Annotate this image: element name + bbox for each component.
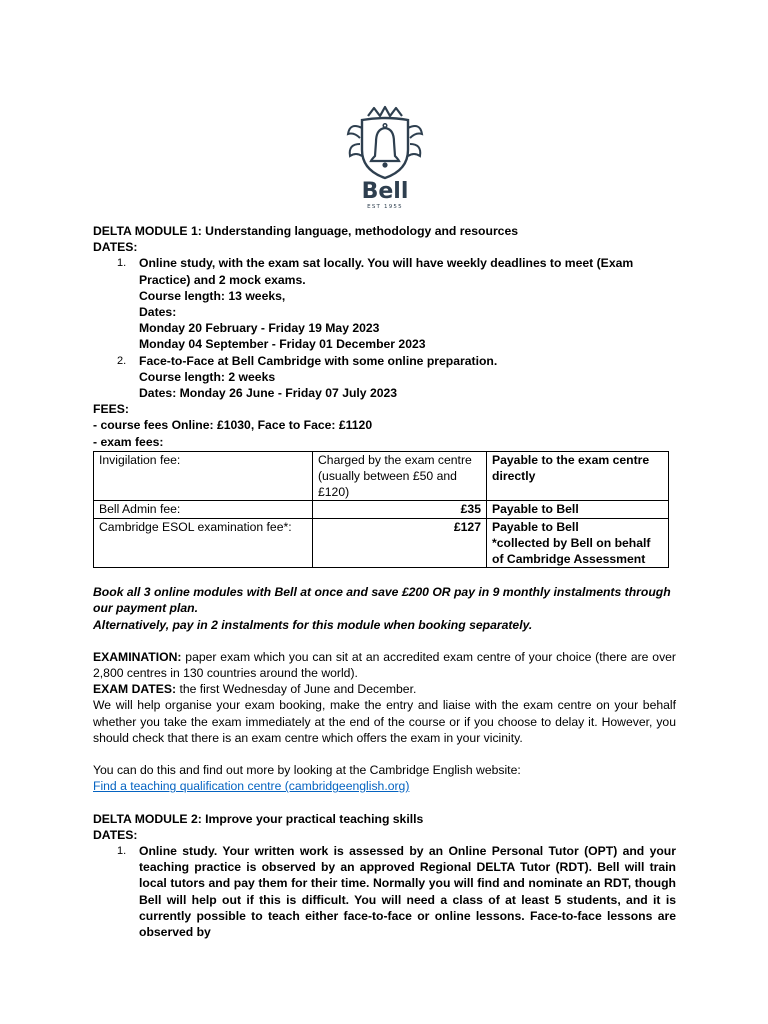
cambridge-centre-link[interactable]: Find a teaching qualification centre (cambridgeenglish.org) <box>93 779 410 794</box>
document-body <box>93 223 676 940</box>
module2-heading: DELTA MODULE 2: Improve your practical teaching skills <box>93 811 424 826</box>
list-item <box>93 255 676 352</box>
table-cell: Bell Admin fee: <box>94 501 313 518</box>
item-text: . Your written work is assessed by an Online Personal Tutor (OPT) and your teaching practice is observed by an approved Regional DELTA Tutor (RDT). Bell will train local tutors and pay them for their time. Normally you will find and nominate an RDT, though Bell will help out if this is difficult. You will need a class of at least 5 students, and it is currently possible to teach either face-to-face or online lessons. Face-to-face lessons are observed by <box>139 843 676 939</box>
dates-label: Dates: <box>139 305 177 320</box>
exam-dates-paragraph <box>93 681 676 697</box>
table-cell: Charged by the exam centre (usually between £50 and £120) <box>313 451 487 501</box>
list-item <box>93 353 676 402</box>
cell-line: *collected by Bell on behalf of Cambridge Assessment <box>492 535 651 567</box>
date-range: Monday 04 September - Friday 01 December 2023 <box>139 337 426 352</box>
table-cell: Payable to Bell <box>487 501 669 518</box>
find-out-text: You can do this and find out more by looking at the Cambridge English website: <box>93 763 521 778</box>
item-bold: Online study <box>139 843 214 858</box>
table-cell: Invigilation fee: <box>94 451 313 501</box>
module1-heading: DELTA MODULE 1: Understanding language, methodology and resources <box>93 224 519 238</box>
exam-dates-text: the first Wednesday of June and December. <box>176 682 417 697</box>
course-fees: - course fees Online: £1030, Face to Face: £1120 <box>93 418 373 433</box>
help-paragraph: We will help organise your exam booking, make the entry and liaise with the exam centre on your behalf whether you take the exam immediately at the end of the course or if you choose to delay it. However, you should check that there is an exam centre which offers the exam in your vicinity. <box>93 698 676 745</box>
table-row <box>94 501 669 518</box>
table-cell: £127 <box>313 518 487 568</box>
table-cell: Payable to the exam centre directly <box>487 451 669 501</box>
table-row <box>94 518 669 568</box>
module1-list <box>93 255 676 401</box>
examination-paragraph <box>93 649 676 681</box>
item-text: Practice) and 2 mock exams. <box>139 272 306 287</box>
exam-fees-table <box>93 451 669 568</box>
table-cell: £35 <box>313 501 487 518</box>
examination-label: EXAMINATION: <box>93 649 182 664</box>
fees-label: FEES: <box>93 402 129 417</box>
item-bold: Online study <box>139 256 212 271</box>
list-number: 1. <box>117 844 127 857</box>
logo-est: EST 1955 <box>367 204 403 210</box>
bell-logo <box>330 104 440 210</box>
date-range: Monday 20 February - Friday 19 May 2023 <box>139 321 380 336</box>
table-cell: Cambridge ESOL examination fee*: <box>94 518 313 568</box>
module1-dates-label: DATES: <box>93 240 138 255</box>
item-text: Face-to-Face at Bell Cambridge with some online preparation. <box>139 353 498 368</box>
list-number: 2. <box>117 354 127 367</box>
examination-text: paper exam which you can sit at an accredited exam centre of your choice (there are over 2,800 centres in 130 countries around the world). <box>93 649 676 681</box>
promo-text: Book all 3 online modules with Bell at once and save £200 OR pay in 9 monthly instalments through our payment plan. <box>93 585 671 616</box>
bell-crest-icon <box>330 104 440 210</box>
logo-wordmark: Bell <box>361 179 409 204</box>
list-number: 1. <box>117 257 127 270</box>
module2-dates-label: DATES: <box>93 827 138 842</box>
item-text: , with the exam sat locally. You will have weekly deadlines to meet (Exam <box>211 256 634 271</box>
promo-text: Alternatively, pay in 2 instalments for this module when booking separately. <box>93 617 533 632</box>
table-row <box>94 451 669 501</box>
exam-dates-label: EXAM DATES: <box>93 682 177 697</box>
date-range: Dates: Monday 26 June - Friday 07 July 2023 <box>139 386 398 401</box>
exam-fees-label: - exam fees: <box>93 434 164 449</box>
cell-line: Payable to Bell <box>492 519 579 534</box>
course-length: Course length: 13 weeks, <box>139 288 286 303</box>
module2-list <box>93 843 676 940</box>
table-cell <box>487 518 669 568</box>
course-length: Course length: 2 weeks <box>139 369 276 384</box>
list-item <box>93 843 676 940</box>
